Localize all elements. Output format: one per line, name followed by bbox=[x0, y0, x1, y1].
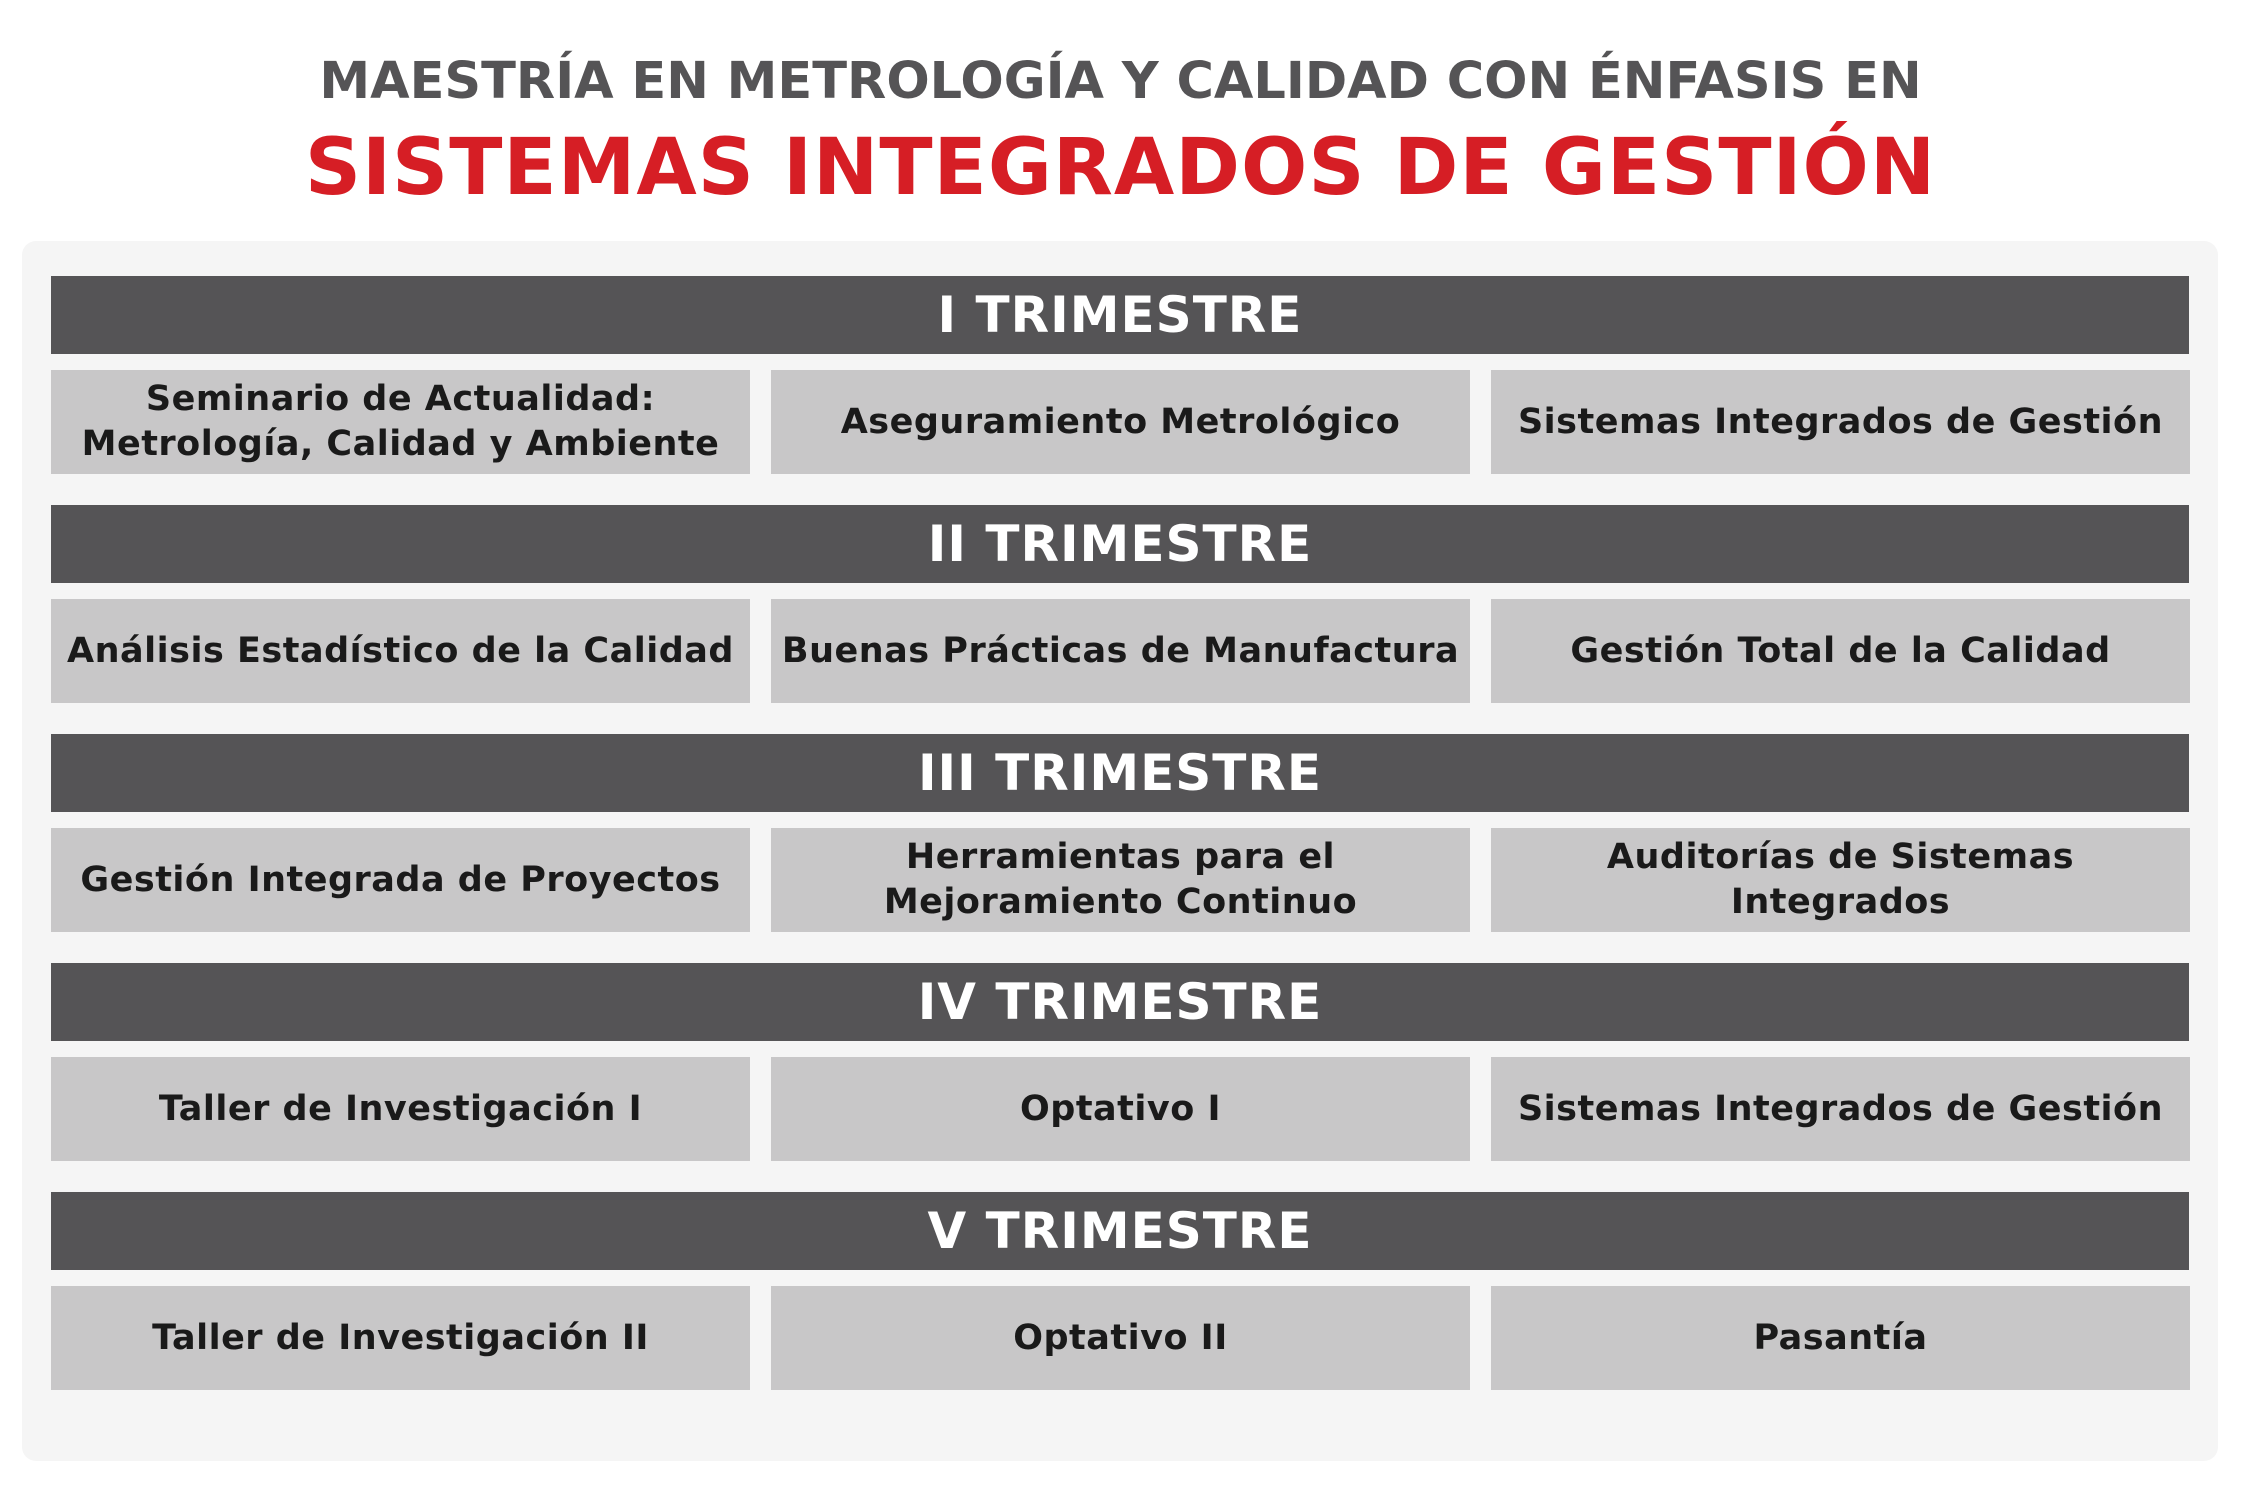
course-cell: Auditorías de Sistemas Integrados bbox=[1491, 828, 2190, 932]
course-cell: Sistemas Integrados de Gestión bbox=[1491, 370, 2190, 474]
term-header-5: V TRIMESTRE bbox=[51, 1192, 2189, 1270]
course-cell: Optativo II bbox=[771, 1286, 1470, 1390]
program-subtitle: MAESTRÍA EN METROLOGÍA Y CALIDAD CON ÉNFASIS EN bbox=[319, 52, 1922, 111]
term-header-2: II TRIMESTRE bbox=[51, 505, 2189, 583]
course-cell: Taller de Investigación II bbox=[51, 1286, 750, 1390]
course-cell: Pasantía bbox=[1491, 1286, 2190, 1390]
course-cell: Herramientas para el Mejoramiento Continuo bbox=[771, 828, 1470, 932]
course-cell: Sistemas Integrados de Gestión bbox=[1491, 1057, 2190, 1161]
program-title: SISTEMAS INTEGRADOS DE GESTIÓN bbox=[304, 123, 1937, 213]
course-cell: Gestión Integrada de Proyectos bbox=[51, 828, 750, 932]
course-cell: Gestión Total de la Calidad bbox=[1491, 599, 2190, 703]
course-cell: Seminario de Actualidad: Metrología, Calidad y Ambiente bbox=[51, 370, 750, 474]
course-cell: Análisis Estadístico de la Calidad bbox=[51, 599, 750, 703]
course-cell: Aseguramiento Metrológico bbox=[771, 370, 1470, 474]
term-header-3: III TRIMESTRE bbox=[51, 734, 2189, 812]
term-header-1: I TRIMESTRE bbox=[51, 276, 2189, 354]
course-cell: Optativo I bbox=[771, 1057, 1470, 1161]
term-header-4: IV TRIMESTRE bbox=[51, 963, 2189, 1041]
course-cell: Taller de Investigación I bbox=[51, 1057, 750, 1161]
course-cell: Buenas Prácticas de Manufactura bbox=[771, 599, 1470, 703]
